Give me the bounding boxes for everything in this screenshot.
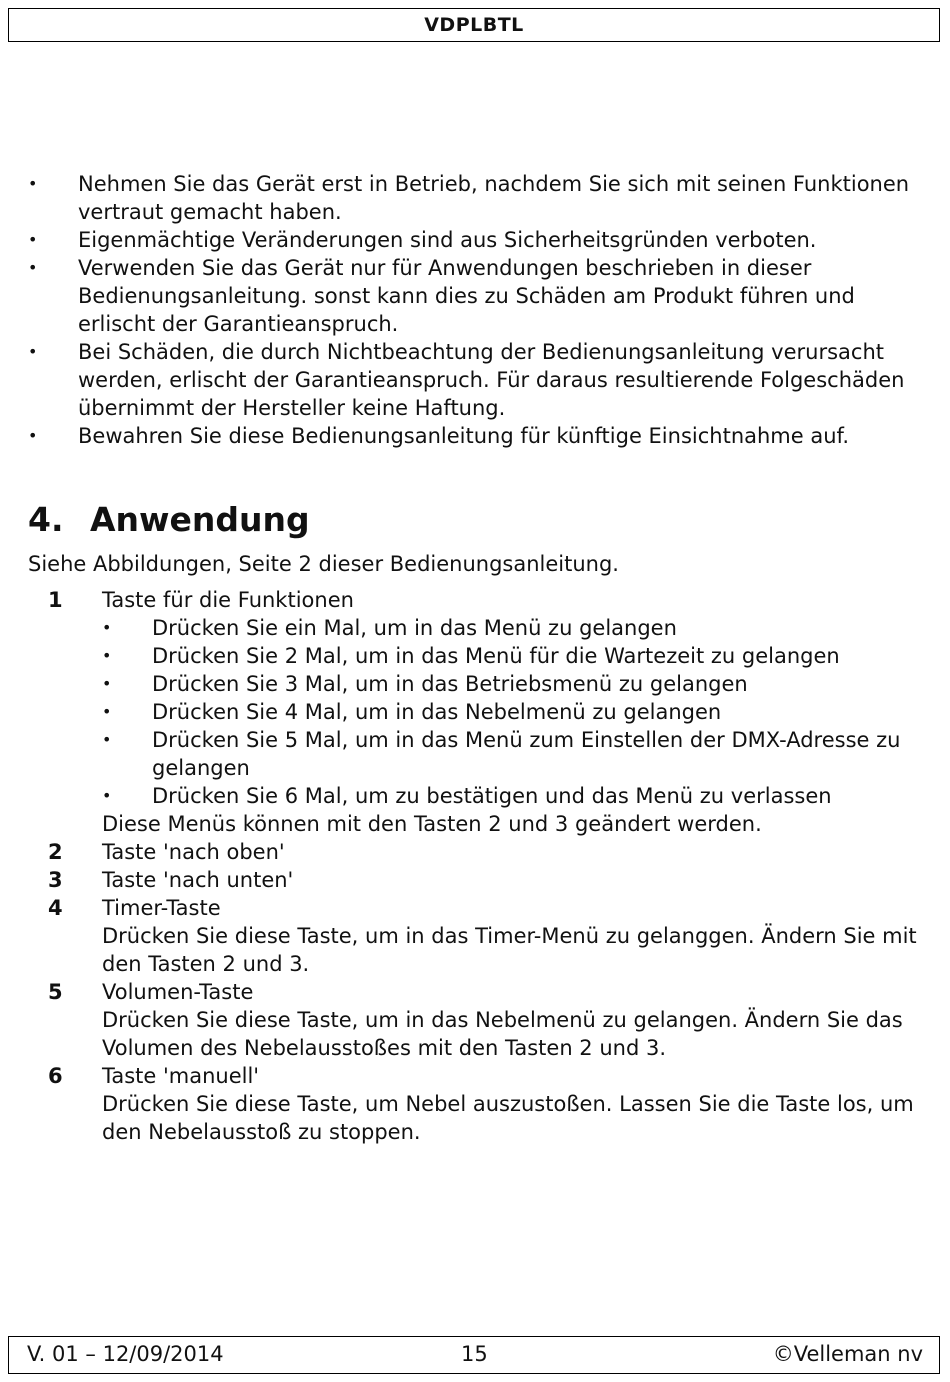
control-item-1 xyxy=(28,586,918,838)
page-footer xyxy=(8,1336,940,1374)
bullet-icon: • xyxy=(28,258,38,277)
control-item-number: 4 xyxy=(48,896,63,920)
control-sub-text: Drücken Sie ein Mal, um in das Menü zu gelangen xyxy=(152,616,677,640)
footer-version: V. 01 – 12/09/2014 xyxy=(27,1342,224,1366)
safety-bullet-item xyxy=(28,422,918,450)
footer-page-number: 15 xyxy=(461,1342,488,1366)
control-sub-text: Drücken Sie 3 Mal, um in das Betriebsmenü zu gelangen xyxy=(152,672,748,696)
control-item-title: Taste 'manuell' xyxy=(102,1064,260,1088)
control-item-number: 3 xyxy=(48,868,63,892)
bullet-icon: • xyxy=(102,618,112,637)
page-header xyxy=(8,8,940,42)
footer-copyright: ©Velleman nv xyxy=(772,1342,923,1366)
control-item-number: 5 xyxy=(48,980,63,1004)
control-item-number: 6 xyxy=(48,1064,63,1088)
safety-bullet-text: Eigenmächtige Veränderungen sind aus Sicherheitsgründen verboten. xyxy=(78,228,817,252)
control-item-6 xyxy=(28,1062,918,1146)
control-sub-text: Drücken Sie 4 Mal, um in das Nebelmenü zu gelangen xyxy=(152,700,722,724)
control-sub-item xyxy=(102,642,918,670)
section-number: 4. xyxy=(28,500,64,539)
control-item-description: Diese Menüs können mit den Tasten 2 und 3 geändert werden. xyxy=(102,812,762,836)
control-sub-item xyxy=(102,698,918,726)
control-item-title: Taste 'nach oben' xyxy=(102,840,285,864)
bullet-icon: • xyxy=(28,174,38,193)
control-item-title: Timer-Taste xyxy=(102,896,221,920)
control-sub-item xyxy=(102,726,918,782)
bullet-icon: • xyxy=(102,702,112,721)
control-item-4 xyxy=(28,894,918,978)
safety-bullet-text: Nehmen Sie das Gerät erst in Betrieb, nachdem Sie sich mit seinen Funktionen vertraut gemacht haben. xyxy=(78,172,910,224)
control-item-2 xyxy=(28,838,918,866)
control-item-title: Taste 'nach unten' xyxy=(102,868,294,892)
safety-bullet-text: Bei Schäden, die durch Nichtbeachtung der Bedienungsanleitung verursacht werden, erlischt der Garantieanspruch. Für daraus resultierende Folgeschäden übernimmt der Hersteller keine Haftung. xyxy=(78,340,905,420)
safety-bullet-list xyxy=(28,170,918,450)
bullet-icon: • xyxy=(28,230,38,249)
control-item-5 xyxy=(28,978,918,1062)
control-sub-item xyxy=(102,782,918,810)
control-item-description: Drücken Sie diese Taste, um in das Nebelmenü zu gelangen. Ändern Sie das Volumen des Nebelausstoßes mit den Tasten 2 und 3. xyxy=(102,1008,903,1060)
control-sub-list xyxy=(102,614,918,810)
bullet-icon: • xyxy=(102,646,112,665)
control-sub-text: Drücken Sie 2 Mal, um in das Menü für die Wartezeit zu gelangen xyxy=(152,644,840,668)
bullet-icon: • xyxy=(102,786,112,805)
safety-bullet-item xyxy=(28,226,918,254)
control-sub-item xyxy=(102,614,918,642)
control-item-number: 2 xyxy=(48,840,63,864)
control-item-description: Drücken Sie diese Taste, um in das Timer-Menü zu gelanggen. Ändern Sie mit den Tasten 2 und 3. xyxy=(102,924,917,976)
section-title: Anwendung xyxy=(90,500,310,539)
bullet-icon: • xyxy=(28,342,38,361)
safety-bullet-item xyxy=(28,338,918,422)
control-sub-text: Drücken Sie 6 Mal, um zu bestätigen und das Menü zu verlassen xyxy=(152,784,832,808)
control-sub-item xyxy=(102,670,918,698)
control-item-number: 1 xyxy=(48,588,63,612)
bullet-icon: • xyxy=(102,730,112,749)
control-item-3 xyxy=(28,866,918,894)
control-item-description: Drücken Sie diese Taste, um Nebel auszustoßen. Lassen Sie die Taste los, um den Nebelausstoß zu stoppen. xyxy=(102,1092,914,1144)
safety-bullet-text: Bewahren Sie diese Bedienungsanleitung für künftige Einsichtnahme auf. xyxy=(78,424,850,448)
bullet-icon: • xyxy=(28,426,38,445)
safety-bullet-text: Verwenden Sie das Gerät nur für Anwendungen beschrieben in dieser Bedienungsanleitung. sonst kann dies zu Schäden am Produkt führen und erlischt der Garantieanspruch. xyxy=(78,256,855,336)
safety-bullet-item xyxy=(28,170,918,226)
bullet-icon: • xyxy=(102,674,112,693)
section-intro: Siehe Abbildungen, Seite 2 dieser Bedienungsanleitung. xyxy=(28,552,619,576)
document-title: VDPLBTL xyxy=(424,14,524,36)
section-heading xyxy=(28,500,310,540)
control-item-title: Volumen-Taste xyxy=(102,980,254,1004)
control-sub-text: Drücken Sie 5 Mal, um in das Menü zum Einstellen der DMX-Adresse zu gelangen xyxy=(152,728,901,780)
control-item-title: Taste für die Funktionen xyxy=(102,588,354,612)
control-item-list xyxy=(28,586,918,1146)
safety-bullet-item xyxy=(28,254,918,338)
